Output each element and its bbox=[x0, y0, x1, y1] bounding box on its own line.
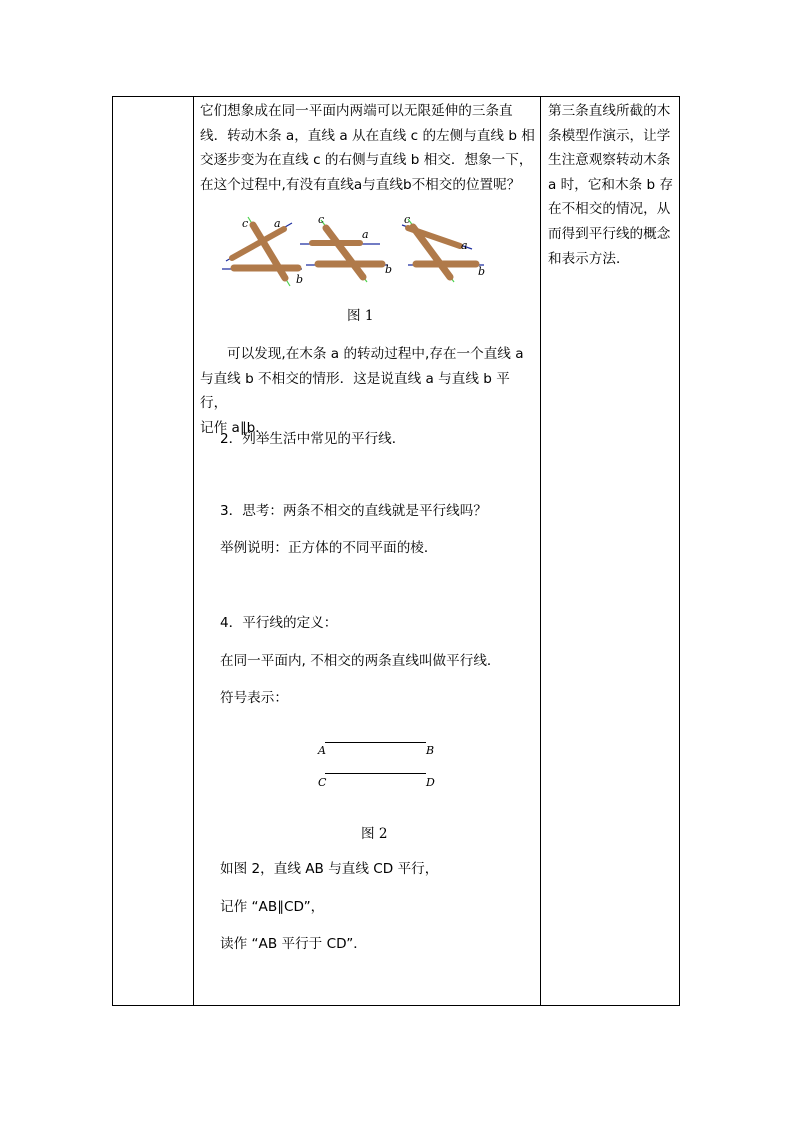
point-a-label: A bbox=[318, 744, 326, 757]
definition-text: 在同一平面内, 不相交的两条直线叫做平行线． bbox=[220, 653, 501, 669]
note-line-5: 在不相交的情况，从 bbox=[548, 201, 671, 218]
fig1-p2-label-c: c bbox=[318, 215, 325, 226]
note-line-3: 生注意观察转动木条 bbox=[548, 152, 671, 169]
point-b-label: B bbox=[426, 744, 435, 757]
figure-2 bbox=[314, 737, 444, 797]
figure-1-panel-1 bbox=[222, 217, 303, 286]
note-line-1: 第三条直线所截的木 bbox=[548, 103, 671, 119]
discovery-line-3: 记作 a∥b． bbox=[200, 419, 269, 436]
figure-2-reading: 读作 “AB 平行于 CD”． bbox=[220, 936, 367, 952]
figure-1-caption: 图 1 bbox=[347, 308, 374, 324]
fig1-p1-label-b: b bbox=[296, 273, 304, 286]
figure-1-panel-2 bbox=[300, 215, 392, 282]
note-line-2: 条模型作演示，让学 bbox=[548, 127, 671, 144]
lesson-table bbox=[112, 96, 680, 1006]
figure-1-wood-strips bbox=[222, 215, 492, 289]
intro-line-1: 它们想象成在同一平面内两端可以无限延伸的三条直 bbox=[200, 103, 513, 119]
intro-paragraph bbox=[200, 99, 536, 197]
figure-2-caption: 图 2 bbox=[361, 826, 388, 842]
fig1-p2-label-a: a bbox=[362, 228, 369, 241]
fig1-p1-label-a: a bbox=[274, 217, 281, 230]
item-2: 2．列举生活中常见的平行线． bbox=[220, 431, 406, 447]
discovery-paragraph bbox=[200, 342, 536, 440]
item-3: 3．思考：两条不相交的直线就是平行线吗？ bbox=[220, 503, 487, 519]
intro-line-3: 交逐步变为在直线 c 的右侧与直线 b 相交．想象一下， bbox=[200, 152, 533, 168]
line-cd bbox=[325, 773, 426, 774]
fig1-p3-label-c: c bbox=[404, 215, 411, 226]
teaching-note bbox=[548, 99, 676, 271]
discovery-line-2: 与直线 b 不相交的情形．这是说直线 a 与直线 b 平行， bbox=[200, 370, 510, 411]
intro-line-2: 线．转动木条 a，直线 a 从在直线 c 的左侧与直线 b 相 bbox=[200, 127, 535, 144]
content-cell bbox=[194, 97, 540, 1005]
item-3-example: 举例说明：正方体的不同平面的棱． bbox=[220, 540, 438, 556]
note-line-6: 而得到平行线的概念 bbox=[548, 225, 671, 242]
fig1-p3-label-a: a bbox=[461, 239, 468, 252]
fig1-p3-label-b: b bbox=[478, 265, 486, 278]
note-cell bbox=[541, 97, 680, 1005]
notation-label: 符号表示： bbox=[220, 690, 288, 706]
discovery-line-1: 可以发现,在木条 a 的转动过程中,存在一个直线 a bbox=[227, 346, 524, 362]
intro-line-4: 在这个过程中,有没有直线a与直线b不相交的位置呢？ bbox=[200, 176, 521, 193]
figure-2-statement: 如图 2，直线 AB 与直线 CD 平行， bbox=[220, 861, 439, 877]
figure-2-notation: 记作 “AB∥CD”， bbox=[220, 899, 325, 915]
note-line-7: 和表示方法． bbox=[548, 250, 630, 267]
figure-1-panel-3 bbox=[402, 215, 485, 282]
note-line-4: a 时，它和木条 b 存 bbox=[548, 176, 674, 193]
fig1-p2-label-b: b bbox=[385, 263, 393, 276]
item-4: 4．平行线的定义： bbox=[220, 615, 338, 631]
fig1-p1-label-c: c bbox=[242, 217, 249, 230]
point-d-label: D bbox=[426, 776, 435, 789]
point-c-label: C bbox=[318, 776, 327, 789]
line-ab bbox=[325, 742, 426, 743]
